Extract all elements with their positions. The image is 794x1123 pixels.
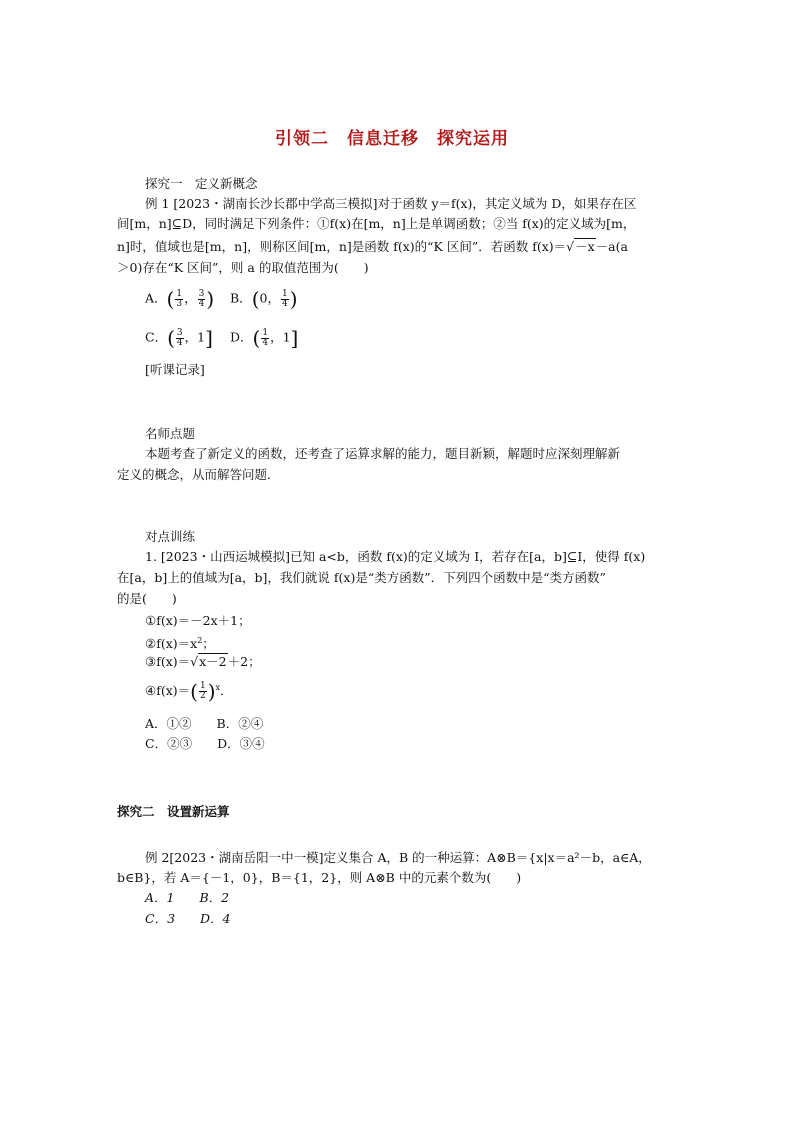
function-3-text: ③f(x)＝ <box>145 654 191 669</box>
example2-line2: b∈B}，若 A＝{－1，0}，B＝{1，2}，则 A⊗B 中的元素个数为( ) <box>117 870 522 885</box>
numerator: 1 <box>262 327 269 338</box>
numerator: 3 <box>198 288 205 299</box>
denominator: 4 <box>176 337 183 348</box>
numerator: 1 <box>199 681 206 692</box>
option-c-label: C． <box>145 329 168 345</box>
example1-sqrt: －x <box>575 239 595 254</box>
option-b-value: 0， <box>259 290 280 306</box>
explore1-heading: 探究一 定义新概念 <box>145 176 258 191</box>
denominator: 4 <box>198 298 205 309</box>
function-3-tail: ＋2； <box>227 654 261 669</box>
example1-line1: 例 1 [2023・湖南长沙长郡中学高三模拟]对于函数 y＝f(x)，其定义域为 D，如果存在区 <box>145 196 637 211</box>
example1-line4: ＞0)存在“K 区间”，则 a 的取值范围为( ) <box>117 260 369 275</box>
lecture-record: [听课记录] <box>145 362 205 377</box>
exponent: 2 <box>197 636 203 645</box>
function-2 <box>145 633 215 652</box>
explore2-heading: 探究二 设置新运算 <box>117 804 230 819</box>
denominator: 4 <box>281 298 288 309</box>
denominator: 2 <box>199 691 206 702</box>
fraction <box>261 329 269 348</box>
function-4-tail: ． <box>220 683 233 699</box>
example1-line3: n]时，值域也是[m，n]，则称区间[m，n]是函数 f(x)的“K 区间”．若函数 f(x)＝√－x－a(a <box>117 239 628 254</box>
fraction <box>176 329 184 348</box>
example1-option-b: B．(0， $\frac{1}{4}$ ) <box>230 287 298 311</box>
option-a-label: A． <box>145 290 167 306</box>
numerator: 1 <box>176 288 183 299</box>
example1-line3-text: n]时，值域也是[m，n]，则称区间[m，n]是函数 f(x)的“K 区间”．若函数 f(x)＝ <box>117 239 567 254</box>
question1-options-cd: C．②③ D．③④ <box>145 736 265 751</box>
example1-option-d: D．( $\frac{1}{4}$ ，1] <box>230 326 299 350</box>
exponent: x <box>215 683 221 692</box>
option-d-label: D． <box>230 329 253 345</box>
option-d-value: ，1 <box>270 329 291 345</box>
example2-line1: 例 2[2023・湖南岳阳一中一模]定义集合 A，B 的一种运算：A⊗B＝{x|x＝a²－b，a∈A， <box>145 850 651 865</box>
function-4-text: ④f(x)＝ <box>145 683 191 699</box>
fraction <box>281 290 289 309</box>
numerator: 3 <box>176 327 183 338</box>
denominator: 4 <box>262 337 269 348</box>
question1-line1: 1. [2023・山西运城模拟]已知 a<b，函数 f(x)的定义域为 I，若存在[a，b]⊆I，使得 f(x) <box>145 549 646 564</box>
radicand: x－2 <box>199 654 227 669</box>
function-2-text: ②f(x)＝x <box>145 636 198 652</box>
example2-options-cd: C．3 D．4 <box>145 911 231 926</box>
example2-options-ab: A．1 B．2 <box>145 890 230 905</box>
example1-line3-tail: －a(a <box>595 239 628 254</box>
question1-options-ab: A．①② B．②④ <box>145 716 264 731</box>
example1-option-a: A．( $\frac{1}{3}$ ， $\frac{3}{4}$ ) <box>145 287 215 311</box>
function-2-tail: ； <box>202 636 215 652</box>
function-1: ①f(x)＝－2x＋1； <box>145 613 251 628</box>
function-4: ④f(x)＝( $\frac{1}{2}$ )$^x$． <box>145 679 233 704</box>
fraction <box>198 290 206 309</box>
teacher-line1: 本题考查了新定义的函数，还考查了运算求解的能力，题目新颖，解题时应深刻理解新 <box>145 446 621 461</box>
teacher-line2: 定义的概念，从而解答问题． <box>117 467 280 482</box>
separator: ， <box>184 290 197 306</box>
teacher-heading: 名师点题 <box>145 426 196 441</box>
page-title: 引领二 信息迁移 探究运用 <box>275 129 509 149</box>
function-3: ③f(x)＝√x－2＋2； <box>145 654 261 669</box>
example1-line2: 间[m，n]⊆D，同时满足下列条件：①f(x)在[m，n]上是单调函数；②当 f(x)的定义域为[m， <box>117 216 636 231</box>
question1-line3: 的是( ) <box>117 591 177 606</box>
option-b-label: B． <box>230 290 252 306</box>
question1-line2: 在[a，b]上的值域为[a，b]，我们就说 f(x)是“类方函数”．下列四个函数中是“类方函数” <box>117 570 606 585</box>
example1-option-c: C．( $\frac{3}{4}$ ，1] <box>145 326 213 350</box>
fraction <box>199 682 207 701</box>
denominator: 3 <box>176 298 183 309</box>
fraction <box>175 290 183 309</box>
practice-heading: 对点训练 <box>145 529 196 544</box>
numerator: 1 <box>281 288 288 299</box>
option-c-value: ，1 <box>184 329 206 345</box>
